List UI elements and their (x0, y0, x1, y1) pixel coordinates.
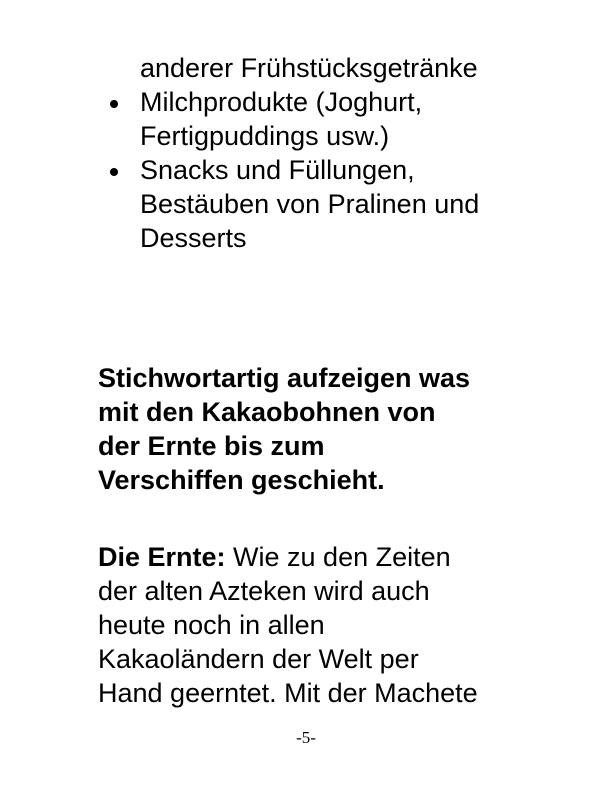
list-item (98, 85, 578, 153)
bullet-line: Milchprodukte (Joghurt, (140, 87, 423, 117)
paragraph-line: Kakaoländern der Welt per (98, 644, 419, 674)
bullet-icon (110, 168, 118, 176)
heading-line: Stichwortartig aufzeigen was (98, 363, 471, 393)
bullet-line: Bestäuben von Pralinen und (140, 189, 480, 219)
bullet-line: Snacks und Füllungen, (140, 155, 415, 185)
bullet-line: Desserts (140, 223, 247, 253)
paragraph-first-line-text: Wie zu den Zeiten (225, 542, 451, 572)
paragraph-line: Hand geerntet. Mit der Machete (98, 678, 478, 708)
list-item (98, 153, 578, 255)
bullet-line: Fertigpuddings usw.) (140, 121, 390, 151)
heading-line: mit den Kakaobohnen von (98, 397, 436, 427)
heading-line: der Ernte bis zum (98, 431, 325, 461)
page-number: -5- (296, 728, 316, 747)
bullet-list (98, 85, 578, 255)
paragraph-lead: Die Ernte: (98, 542, 226, 572)
list-continuation-text: anderer Frühstücksgetränke (140, 53, 478, 83)
body-paragraph (98, 540, 578, 710)
paragraph-line: heute noch in allen (98, 610, 325, 640)
heading-line: Verschiffen geschieht. (98, 465, 385, 495)
paragraph-line: der alten Azteken wird auch (98, 576, 430, 606)
section-heading (98, 361, 578, 497)
paragraph-first-line (98, 540, 578, 574)
bullet-icon (110, 100, 118, 108)
